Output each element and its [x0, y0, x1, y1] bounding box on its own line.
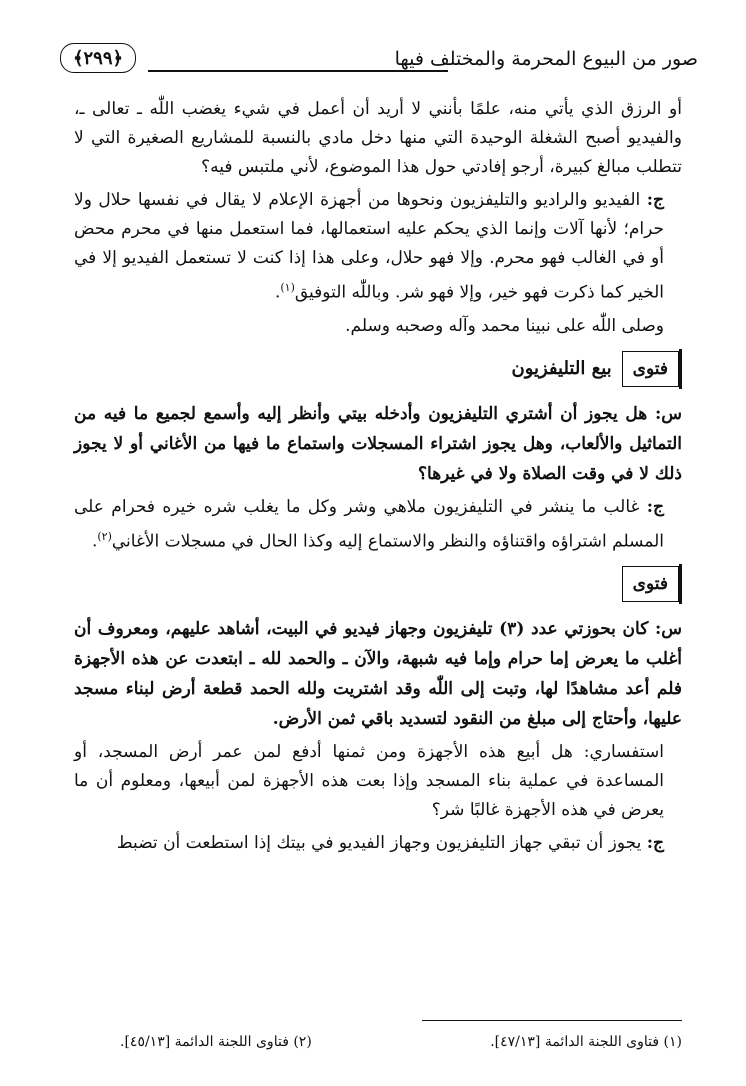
fatwa-label: فتوى: [622, 351, 679, 387]
inquiry: [74, 738, 682, 825]
answer-label: ج:: [646, 496, 664, 517]
question-text: كان بحوزتي عدد (٣) تليفزيون وجهاز فيديو في البيت، أشاهد عليهم، ومعروف أن أغلب ما يعرض إما حرام وإما فيه شبهة، والآن ـ والحمد لله ـ ابتعدت عن هذه الأجهزة فلم أعد مشاهدًا لها، وتبت إلى اللّٰه وقد اشتريت ولله الحمد قطعة أرض لبناء مسجد عليها، وأحتاج إلى مبلغ من النقود لتسديد باقي ثمن الأرض.: [74, 619, 682, 730]
question-label: س:: [654, 403, 683, 424]
answer-label: ج:: [646, 833, 664, 854]
question-label: س:: [654, 619, 682, 640]
answer-text: الفيديو والراديو والتليفزيون ونحوها من أجهزة الإعلام لا يقال في نفسها حلال ولا حرام؛ لأنها آلات وإنما الذي يحكم عليه استعمالها، فما استعمل منها في محرم محض أو في الغالب فهو محرم. وإلا فهو حلال، وعلى هذا إذا كنت لا تستعمل الفيديو إلا في الخير كما ذكرت فهو خير، وإلا فهو شر. وباللّٰه التوفيق: [74, 190, 664, 303]
fatwa-topic: بيع التليفزيون: [511, 358, 612, 380]
footnote-1: (١) فتاوى اللجنة الدائمة [٤٧/١٣].: [490, 1034, 682, 1050]
question-continuation: أو الرزق الذي يأتي منه، علمًا بأنني لا أريد أن أعمل في شيء يغضب اللّٰه ـ تعالى ـ، والفيديو أصبح الشغلة الوحيدة التي منها دخل مادي بالنسبة للمشاريع الصغيرة التي لا تتطلب مبالغ كبيرة، أرجو إفادتي حول هذا الموضوع، لأني ملتبس فيه؟: [74, 99, 682, 177]
page-number: ﴿٢٩٩﴾: [60, 43, 136, 73]
footnote-ref-1[interactable]: (١): [280, 281, 295, 294]
answer-text: يجوز أن تبقي جهاز التليفزيون وجهاز الفيديو في بيتك إذا استطعت أن تضبط: [116, 833, 642, 854]
inquiry-label: استفساري:: [583, 742, 665, 763]
answer-1: ج: الفيديو والراديو والتليفزيون ونحوها من أجهزة الإعلام لا يقال في نفسها حلال ولا حرام؛ لأنها آلات وإنما الذي يحكم عليه استعمالها، فما استعمل منها في محرم محض أو في الغالب فهو محرم. وإلا فهو حلال، وعلى هذا إذا كنت لا تستعمل الفيديو إلا في الخير كما ذكرت فهو خير، وإلا فهو شر. وباللّٰه التوفيق$^{(١)}$.: [74, 190, 664, 303]
closing-salutation: وصلى اللّٰه على نبينا محمد وآله وصحبه وسلم.: [345, 315, 664, 336]
fatwa-label: فتوى: [622, 566, 679, 602]
page-body: [74, 95, 682, 862]
fatwa-heading-2: [74, 564, 682, 604]
answer-text: غالب ما ينشر في التليفزيون ملاهي وشر وكل ما يغلب شره خيره فحرام على المسلم اشتراؤه واقتناؤه والنظر والاستماع إليه وكذا الحال في مسجلات الأغاني: [74, 496, 664, 552]
footnote-2: (٢) فتاوى اللجنة الدائمة [٤٥/١٣].: [120, 1034, 312, 1050]
inquiry-text: هل أبيع هذه الأجهزة ومن ثمنها أدفع لمن عمر أرض المسجد، أو المساعدة في عملية بناء المسجد وإذا بعت هذه الأجهزة لمن أبيعها، ومعلوم أن ما يعرض في هذه الأجهزة غالبًا شر؟: [74, 742, 664, 821]
fatwa-bar: [679, 349, 682, 389]
header-rule: [148, 70, 448, 72]
answer-3: [74, 829, 682, 858]
footnote-rule: [422, 1020, 682, 1021]
footnotes: [120, 1034, 682, 1050]
answer-label: ج:: [646, 190, 664, 210]
page-header: [60, 40, 698, 80]
question-2: [74, 399, 682, 489]
running-title: صور من البيوع المحرمة والمختلف فيها: [394, 48, 698, 70]
fatwa-bar: [679, 564, 682, 604]
question-text: هل يجوز أن أشتري التليفزيون وأدخله بيتي وأنظر إليه وأسمع لجميع ما فيه من التماثيل والألعاب، وهل يجوز اشتراء المسجلات واستماع ما فيها من الأغاني أو لا يجوز ذلك لا في وقت الصلاة ولا في غيرها؟: [74, 403, 682, 484]
answer-2: ج: غالب ما ينشر في التليفزيون ملاهي وشر وكل ما يغلب شره خيره فحرام على المسلم اشتراؤه واقتناؤه والنظر والاستماع إليه وكذا الحال في مسجلات الأغاني$^{(٢)}$.: [74, 496, 664, 552]
question-3: [74, 614, 682, 734]
fatwa-heading-1: [74, 349, 682, 389]
footnote-ref-2[interactable]: (٢): [97, 529, 112, 543]
